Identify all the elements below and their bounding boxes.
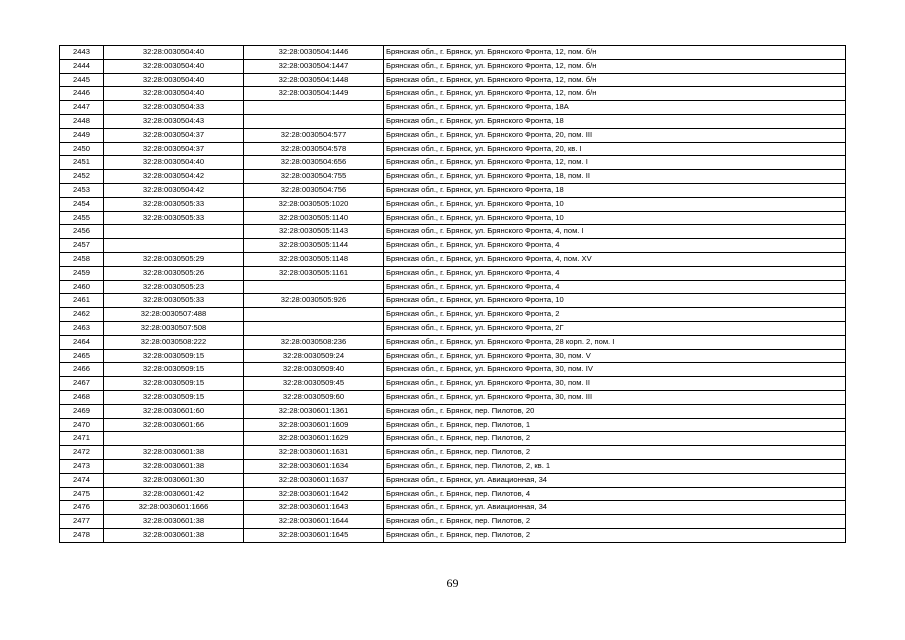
parcel-number-cell: 32:28:0030601:38 (104, 459, 244, 473)
object-number-cell: 32:28:0030505:1144 (244, 239, 384, 253)
property-table-body (60, 46, 846, 543)
object-number-cell: 32:28:0030601:1644 (244, 515, 384, 529)
object-number-cell (244, 308, 384, 322)
object-number-cell: 32:28:0030601:1361 (244, 404, 384, 418)
table-row (60, 501, 846, 515)
property-table (59, 45, 846, 543)
row-number-cell: 2468 (60, 390, 104, 404)
row-number-cell: 2472 (60, 446, 104, 460)
parcel-number-cell: 32:28:0030504:42 (104, 183, 244, 197)
table-row (60, 280, 846, 294)
address-cell: Брянская обл., г. Брянск, ул. Брянского Фронта, 20, пом. III (384, 128, 846, 142)
address-cell: Брянская обл., г. Брянск, ул. Авиационная, 34 (384, 501, 846, 515)
parcel-number-cell: 32:28:0030601:30 (104, 473, 244, 487)
row-number-cell: 2446 (60, 87, 104, 101)
object-number-cell: 32:28:0030504:756 (244, 183, 384, 197)
row-number-cell: 2474 (60, 473, 104, 487)
table-row (60, 390, 846, 404)
table-row (60, 225, 846, 239)
table-row (60, 252, 846, 266)
object-number-cell: 32:28:0030601:1645 (244, 528, 384, 542)
row-number-cell: 2454 (60, 197, 104, 211)
row-number-cell: 2451 (60, 156, 104, 170)
address-cell: Брянская обл., г. Брянск, ул. Брянского Фронта, 4 (384, 266, 846, 280)
table-row (60, 101, 846, 115)
address-cell: Брянская обл., г. Брянск, ул. Брянского Фронта, 4, пом. XV (384, 252, 846, 266)
table-row (60, 418, 846, 432)
parcel-number-cell (104, 225, 244, 239)
parcel-number-cell: 32:28:0030504:40 (104, 156, 244, 170)
address-cell: Брянская обл., г. Брянск, ул. Брянского Фронта, 12, пом. б/н (384, 59, 846, 73)
table-row (60, 473, 846, 487)
table-row (60, 197, 846, 211)
parcel-number-cell: 32:28:0030504:42 (104, 170, 244, 184)
parcel-number-cell: 32:28:0030601:38 (104, 446, 244, 460)
row-number-cell: 2457 (60, 239, 104, 253)
row-number-cell: 2478 (60, 528, 104, 542)
table-row (60, 46, 846, 60)
row-number-cell: 2444 (60, 59, 104, 73)
address-cell: Брянская обл., г. Брянск, ул. Брянского Фронта, 30, пом. III (384, 390, 846, 404)
parcel-number-cell: 32:28:0030509:15 (104, 349, 244, 363)
row-number-cell: 2473 (60, 459, 104, 473)
address-cell: Брянская обл., г. Брянск, ул. Брянского Фронта, 18, пом. II (384, 170, 846, 184)
object-number-cell: 32:28:0030601:1637 (244, 473, 384, 487)
address-cell: Брянская обл., г. Брянск, ул. Брянского Фронта, 10 (384, 197, 846, 211)
object-number-cell: 32:28:0030601:1643 (244, 501, 384, 515)
object-number-cell: 32:28:0030504:755 (244, 170, 384, 184)
address-cell: Брянская обл., г. Брянск, ул. Брянского Фронта, 12, пом. б/н (384, 87, 846, 101)
parcel-number-cell: 32:28:0030504:40 (104, 46, 244, 60)
row-number-cell: 2449 (60, 128, 104, 142)
table-row (60, 528, 846, 542)
parcel-number-cell (104, 239, 244, 253)
address-cell: Брянская обл., г. Брянск, ул. Брянского Фронта, 18А (384, 101, 846, 115)
address-cell: Брянская обл., г. Брянск, ул. Брянского Фронта, 4, пом. I (384, 225, 846, 239)
address-cell: Брянская обл., г. Брянск, ул. Брянского Фронта, 2Г (384, 321, 846, 335)
row-number-cell: 2477 (60, 515, 104, 529)
row-number-cell: 2475 (60, 487, 104, 501)
row-number-cell: 2469 (60, 404, 104, 418)
object-number-cell: 32:28:0030601:1631 (244, 446, 384, 460)
row-number-cell: 2470 (60, 418, 104, 432)
object-number-cell (244, 101, 384, 115)
object-number-cell: 32:28:0030504:656 (244, 156, 384, 170)
object-number-cell: 32:28:0030505:1140 (244, 211, 384, 225)
object-number-cell: 32:28:0030601:1642 (244, 487, 384, 501)
table-row (60, 170, 846, 184)
row-number-cell: 2456 (60, 225, 104, 239)
object-number-cell: 32:28:0030509:24 (244, 349, 384, 363)
parcel-number-cell: 32:28:0030505:33 (104, 197, 244, 211)
parcel-number-cell: 32:28:0030505:23 (104, 280, 244, 294)
row-number-cell: 2462 (60, 308, 104, 322)
page-number: 69 (446, 576, 459, 590)
row-number-cell: 2465 (60, 349, 104, 363)
object-number-cell: 32:28:0030509:45 (244, 377, 384, 391)
table-row (60, 446, 846, 460)
object-number-cell: 32:28:0030504:1446 (244, 46, 384, 60)
parcel-number-cell: 32:28:0030505:33 (104, 211, 244, 225)
table-row (60, 335, 846, 349)
object-number-cell (244, 280, 384, 294)
parcel-number-cell: 32:28:0030509:15 (104, 363, 244, 377)
address-cell: Брянская обл., г. Брянск, ул. Брянского Фронта, 28 корп. 2, пом. I (384, 335, 846, 349)
row-number-cell: 2466 (60, 363, 104, 377)
parcel-number-cell: 32:28:0030601:60 (104, 404, 244, 418)
address-cell: Брянская обл., г. Брянск, пер. Пилотов, 20 (384, 404, 846, 418)
object-number-cell: 32:28:0030509:40 (244, 363, 384, 377)
address-cell: Брянская обл., г. Брянск, ул. Брянского Фронта, 18 (384, 183, 846, 197)
parcel-number-cell: 32:28:0030507:488 (104, 308, 244, 322)
table-row (60, 87, 846, 101)
parcel-number-cell: 32:28:0030601:38 (104, 528, 244, 542)
parcel-number-cell: 32:28:0030504:40 (104, 87, 244, 101)
parcel-number-cell: 32:28:0030504:33 (104, 101, 244, 115)
table-row (60, 211, 846, 225)
address-cell: Брянская обл., г. Брянск, пер. Пилотов, 2 (384, 528, 846, 542)
parcel-number-cell: 32:28:0030504:37 (104, 142, 244, 156)
address-cell: Брянская обл., г. Брянск, ул. Брянского Фронта, 10 (384, 294, 846, 308)
object-number-cell: 32:28:0030504:578 (244, 142, 384, 156)
table-row (60, 239, 846, 253)
object-number-cell (244, 114, 384, 128)
address-cell: Брянская обл., г. Брянск, ул. Брянского Фронта, 2 (384, 308, 846, 322)
table-row (60, 459, 846, 473)
table-row (60, 377, 846, 391)
table-row (60, 432, 846, 446)
address-cell: Брянская обл., г. Брянск, ул. Брянского Фронта, 12, пом. б/н (384, 73, 846, 87)
object-number-cell: 32:28:0030504:1448 (244, 73, 384, 87)
table-row (60, 156, 846, 170)
object-number-cell: 32:28:0030505:1020 (244, 197, 384, 211)
parcel-number-cell: 32:28:0030504:40 (104, 59, 244, 73)
table-row (60, 363, 846, 377)
row-number-cell: 2467 (60, 377, 104, 391)
table-row (60, 321, 846, 335)
table-row (60, 349, 846, 363)
table-row (60, 73, 846, 87)
table-row (60, 183, 846, 197)
row-number-cell: 2452 (60, 170, 104, 184)
object-number-cell: 32:28:0030601:1629 (244, 432, 384, 446)
row-number-cell: 2461 (60, 294, 104, 308)
parcel-number-cell: 32:28:0030508:222 (104, 335, 244, 349)
object-number-cell: 32:28:0030505:1143 (244, 225, 384, 239)
row-number-cell: 2453 (60, 183, 104, 197)
table-row (60, 142, 846, 156)
address-cell: Брянская обл., г. Брянск, ул. Авиационная, 34 (384, 473, 846, 487)
address-cell: Брянская обл., г. Брянск, ул. Брянского Фронта, 20, кв. I (384, 142, 846, 156)
address-cell: Брянская обл., г. Брянск, ул. Брянского Фронта, 10 (384, 211, 846, 225)
address-cell: Брянская обл., г. Брянск, пер. Пилотов, 2 (384, 432, 846, 446)
row-number-cell: 2471 (60, 432, 104, 446)
object-number-cell: 32:28:0030509:60 (244, 390, 384, 404)
address-cell: Брянская обл., г. Брянск, пер. Пилотов, 2 (384, 446, 846, 460)
table-row (60, 266, 846, 280)
object-number-cell: 32:28:0030601:1634 (244, 459, 384, 473)
address-cell: Брянская обл., г. Брянск, ул. Брянского Фронта, 4 (384, 280, 846, 294)
parcel-number-cell: 32:28:0030601:1666 (104, 501, 244, 515)
table-row (60, 308, 846, 322)
parcel-number-cell: 32:28:0030509:15 (104, 390, 244, 404)
address-cell: Брянская обл., г. Брянск, ул. Брянского Фронта, 4 (384, 239, 846, 253)
address-cell: Брянская обл., г. Брянск, пер. Пилотов, 4 (384, 487, 846, 501)
row-number-cell: 2458 (60, 252, 104, 266)
address-cell: Брянская обл., г. Брянск, ул. Брянского Фронта, 30, пом. IV (384, 363, 846, 377)
parcel-number-cell: 32:28:0030601:66 (104, 418, 244, 432)
table-row (60, 114, 846, 128)
object-number-cell: 32:28:0030505:1148 (244, 252, 384, 266)
parcel-number-cell: 32:28:0030601:38 (104, 515, 244, 529)
table-row (60, 294, 846, 308)
object-number-cell: 32:28:0030505:926 (244, 294, 384, 308)
row-number-cell: 2463 (60, 321, 104, 335)
object-number-cell: 32:28:0030508:236 (244, 335, 384, 349)
object-number-cell (244, 321, 384, 335)
address-cell: Брянская обл., г. Брянск, ул. Брянского Фронта, 12, пом. I (384, 156, 846, 170)
parcel-number-cell: 32:28:0030505:26 (104, 266, 244, 280)
row-number-cell: 2464 (60, 335, 104, 349)
row-number-cell: 2455 (60, 211, 104, 225)
parcel-number-cell: 32:28:0030504:43 (104, 114, 244, 128)
address-cell: Брянская обл., г. Брянск, пер. Пилотов, 2, кв. 1 (384, 459, 846, 473)
table-row (60, 404, 846, 418)
object-number-cell: 32:28:0030504:1449 (244, 87, 384, 101)
parcel-number-cell: 32:28:0030507:508 (104, 321, 244, 335)
address-cell: Брянская обл., г. Брянск, пер. Пилотов, 1 (384, 418, 846, 432)
object-number-cell: 32:28:0030504:1447 (244, 59, 384, 73)
row-number-cell: 2460 (60, 280, 104, 294)
parcel-number-cell (104, 432, 244, 446)
row-number-cell: 2459 (60, 266, 104, 280)
parcel-number-cell: 32:28:0030505:29 (104, 252, 244, 266)
row-number-cell: 2476 (60, 501, 104, 515)
table-row (60, 515, 846, 529)
address-cell: Брянская обл., г. Брянск, ул. Брянского Фронта, 12, пом. б/н (384, 46, 846, 60)
row-number-cell: 2450 (60, 142, 104, 156)
table-row (60, 487, 846, 501)
row-number-cell: 2447 (60, 101, 104, 115)
parcel-number-cell: 32:28:0030509:15 (104, 377, 244, 391)
address-cell: Брянская обл., г. Брянск, пер. Пилотов, 2 (384, 515, 846, 529)
object-number-cell: 32:28:0030505:1161 (244, 266, 384, 280)
address-cell: Брянская обл., г. Брянск, ул. Брянского Фронта, 30, пом. V (384, 349, 846, 363)
table-row (60, 128, 846, 142)
parcel-number-cell: 32:28:0030601:42 (104, 487, 244, 501)
parcel-number-cell: 32:28:0030505:33 (104, 294, 244, 308)
row-number-cell: 2445 (60, 73, 104, 87)
table-row (60, 59, 846, 73)
address-cell: Брянская обл., г. Брянск, ул. Брянского Фронта, 18 (384, 114, 846, 128)
row-number-cell: 2448 (60, 114, 104, 128)
object-number-cell: 32:28:0030504:577 (244, 128, 384, 142)
parcel-number-cell: 32:28:0030504:40 (104, 73, 244, 87)
object-number-cell: 32:28:0030601:1609 (244, 418, 384, 432)
address-cell: Брянская обл., г. Брянск, ул. Брянского Фронта, 30, пом. II (384, 377, 846, 391)
row-number-cell: 2443 (60, 46, 104, 60)
parcel-number-cell: 32:28:0030504:37 (104, 128, 244, 142)
